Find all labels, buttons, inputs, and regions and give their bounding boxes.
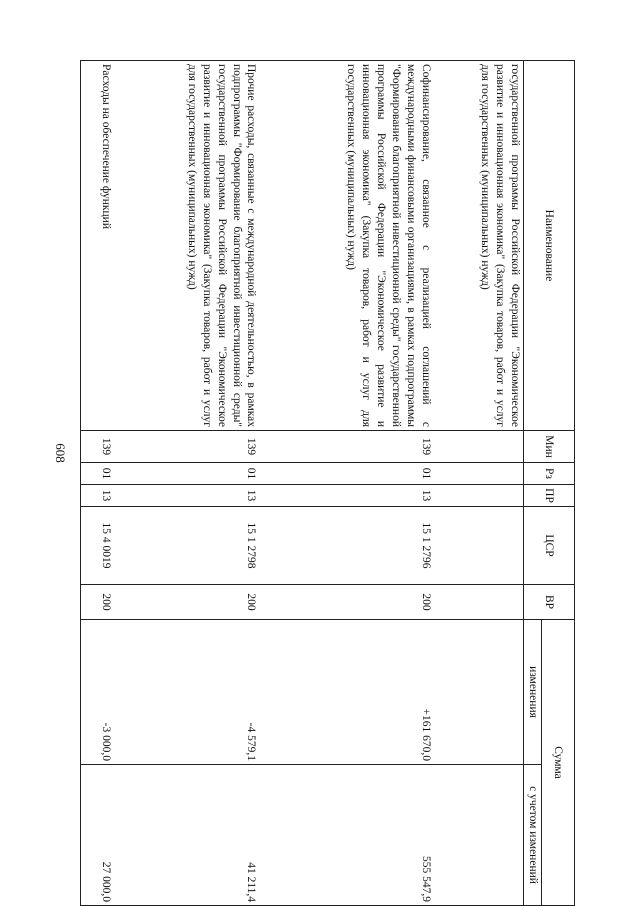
rotated-page-content (80, 60, 575, 905)
row-rz (434, 463, 524, 485)
table-row (114, 61, 260, 906)
row-pr: 13 (81, 485, 114, 507)
header-rz: Рз (524, 463, 575, 485)
row-vr (434, 585, 524, 620)
budget-table (80, 60, 575, 906)
table-row (259, 61, 433, 906)
row-total: 41 211,4 (114, 765, 260, 906)
row-change: -3 000,0 (81, 620, 114, 765)
table-row (434, 61, 524, 906)
row-pr (434, 485, 524, 507)
row-csr: 15 1 2796 (259, 507, 433, 585)
row-name: Софинансирование, связанное с реализацией соглашений с международными финансовыми организациями, в рамках подпрограммы "Формирование благоприятной инвестиционной среды" государственной программы Российской Федерации "Экономическое развитие и инновационная экономика" (Закупка товаров, работ и услуг для государственных (муниципальных) нужд) (259, 61, 433, 431)
row-min: 139 (114, 431, 260, 463)
header-change: изменения (524, 620, 542, 765)
row-pr: 13 (114, 485, 260, 507)
header-sum: Сумма (542, 620, 575, 906)
row-name: государственной программы Российской Федерации "Экономическое развитие и инновационная экономика" (Закупка товаров, работ и услуг для государственных (муниципальных) нужд) (434, 61, 524, 431)
row-min (434, 431, 524, 463)
row-name: Прочие расходы, связанные с международной деятельностью, в рамках подпрограммы "Формирование благоприятной инвестиционной среды" государственной программы Российской Федерации "Экономическое развитие и инновационная экономика" (Закупка товаров, работ и услуг для государственных (муниципальных) нужд) (114, 61, 260, 431)
row-rz: 01 (259, 463, 433, 485)
row-total: 555 547,9 (259, 765, 433, 906)
row-rz: 01 (81, 463, 114, 485)
header-min: Мин (524, 431, 575, 463)
header-row-1 (542, 61, 575, 906)
row-vr: 200 (114, 585, 260, 620)
row-total (434, 765, 524, 906)
row-min: 139 (81, 431, 114, 463)
page-number: 608 (53, 443, 68, 463)
row-name: Расходы на обеспечение функций (81, 61, 114, 431)
header-name: Наименование (524, 61, 575, 431)
row-csr (434, 507, 524, 585)
row-csr: 15 1 2798 (114, 507, 260, 585)
row-vr: 200 (81, 585, 114, 620)
row-total: 27 000,0 (81, 765, 114, 906)
row-pr: 13 (259, 485, 433, 507)
header-pr: ПР (524, 485, 575, 507)
row-vr: 200 (259, 585, 433, 620)
row-min: 139 (259, 431, 433, 463)
row-change: -4 579,1 (114, 620, 260, 765)
header-csr: ЦСР (524, 507, 575, 585)
row-rz: 01 (114, 463, 260, 485)
table-row (81, 61, 114, 906)
row-change: +161 670,0 (259, 620, 433, 765)
row-csr: 15 4 0019 (81, 507, 114, 585)
header-total: с учетом изменений (524, 765, 542, 906)
header-vr: ВР (524, 585, 575, 620)
row-change (434, 620, 524, 765)
